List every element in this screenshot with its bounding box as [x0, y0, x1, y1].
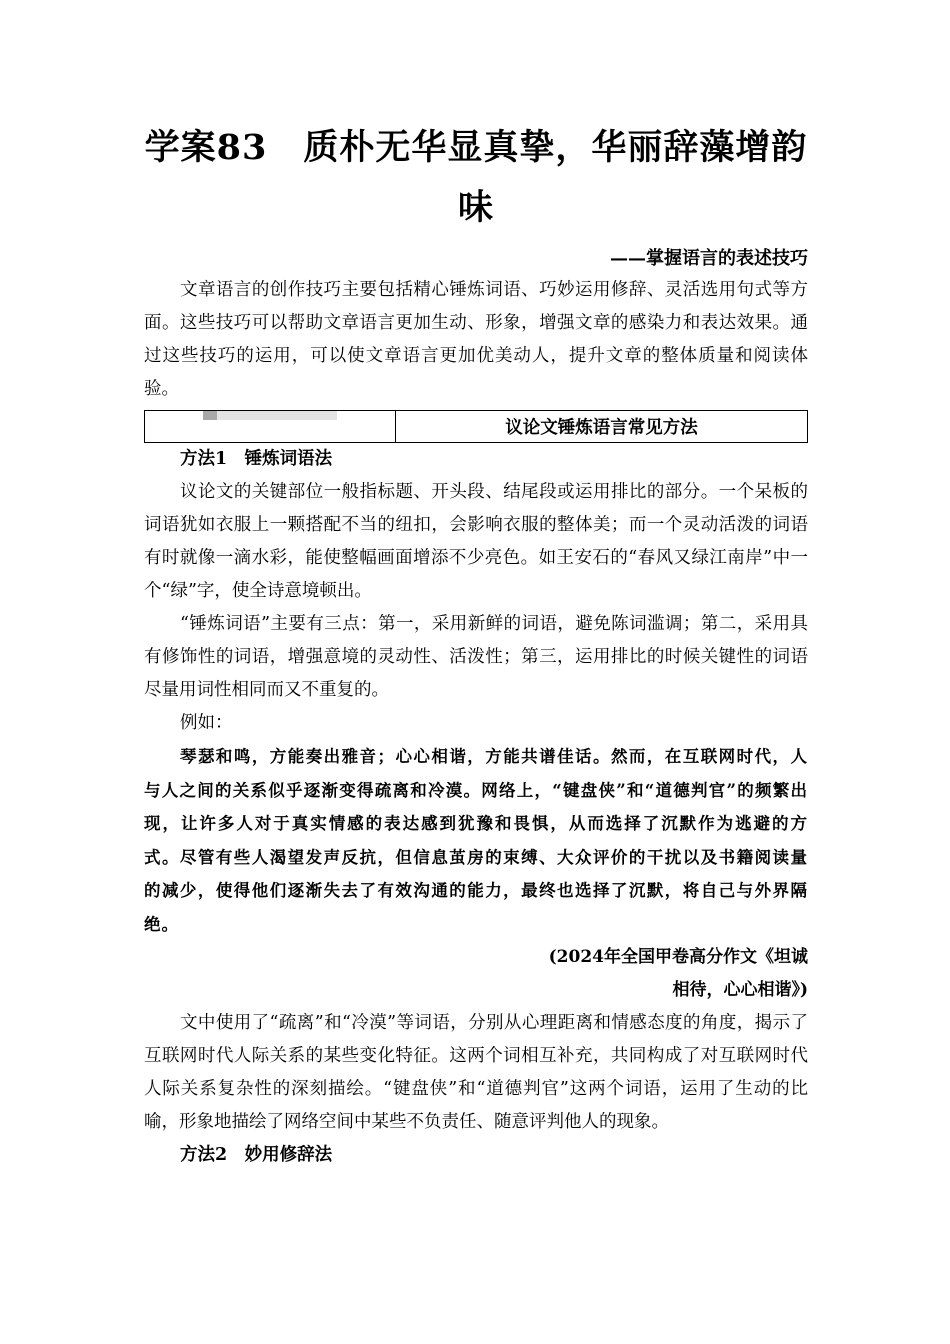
collapse-icon[interactable]	[203, 411, 217, 420]
source-line-1: (2024年全国甲卷高分作文《坦诚	[548, 947, 808, 967]
method1-paragraph-1: 议论文的关键部位一般指标题、开头段、结尾段或运用排比的部分。一个呆板的词语犹如衣服上一颗搭配不当的纽扣，会影响衣服的整体美；而一个灵动活泼的词语有时就像一滴水彩，能使整幅画面增添不少亮色。如王安石的“春风又绿江南岸”中一个“绿”字，使全诗意境顿出。	[144, 482, 808, 601]
method1-heading: 方法1 锤炼词语法	[180, 449, 333, 469]
table-handle-bar[interactable]	[203, 411, 337, 420]
example-block	[144, 740, 808, 941]
example-text: 琴瑟和鸣，方能奏出雅音；心心相谐，方能共谱佳话。然而，在互联网时代，人与人之间的关系似乎逐渐变得疏离和冷漠。网络上，“键盘侠”和“道德判官”的频繁出现，让许多人对于真实情感的表达感到犹豫和畏惧，从而选择了沉默作为逃避的方式。尽管有些人渴望发声反抗，但信息茧房的束缚、大众评价的干扰以及书籍阅读量的减少，使得他们逐渐失去了有效沟通的能力，最终也选择了沉默，将自己与外界隔绝。	[144, 747, 808, 934]
method2-heading: 方法2 妙用修辞法	[180, 1145, 333, 1165]
title-line-2: 味	[457, 187, 494, 228]
document-page	[144, 0, 808, 1172]
table-left-cell	[145, 411, 396, 443]
subtitle: ——掌握语言的表述技巧	[610, 248, 808, 269]
method1-paragraph-2: “锤炼词语”主要有三点：第一，采用新鲜的词语，避免陈词滥调；第二，采用具有修饰性的词语，增强意境的灵动性、活泼性；第三，运用排比的时候关键性的词语尽量用词性相同而又不重复的。	[144, 614, 808, 700]
methods-table	[144, 410, 808, 443]
table-right-cell: 议论文锤炼语言常见方法	[396, 411, 808, 443]
title-line-1: 学案83 质朴无华显真挚，华丽辞藻增韵	[144, 127, 808, 168]
analysis-paragraph: 文中使用了“疏离”和“冷漠”等词语，分别从心理距离和情感态度的角度，揭示了互联网时代人际关系的某些变化特征。这两个词相互补充，共同构成了对互联网时代人际关系复杂性的深刻描绘。“键盘侠”和“道德判官”这两个词语，运用了生动的比喻，形象地描绘了网络空间中某些不负责任、随意评判他人的现象。	[144, 1013, 808, 1132]
example-source	[144, 941, 808, 1007]
intro-paragraph: 文章语言的创作技巧主要包括精心锤炼词语、巧妙运用修辞、灵活选用句式等方面。这些技巧可以帮助文章语言更加生动、形象，增强文章的感染力和表达效果。通过这些技巧的运用，可以使文章语言更加优美动人，提升文章的整体质量和阅读体验。	[144, 280, 808, 399]
source-line-2: 相待，心心相谐》)	[672, 980, 808, 1000]
example-label: 例如：	[180, 713, 233, 733]
page-title	[144, 118, 808, 238]
